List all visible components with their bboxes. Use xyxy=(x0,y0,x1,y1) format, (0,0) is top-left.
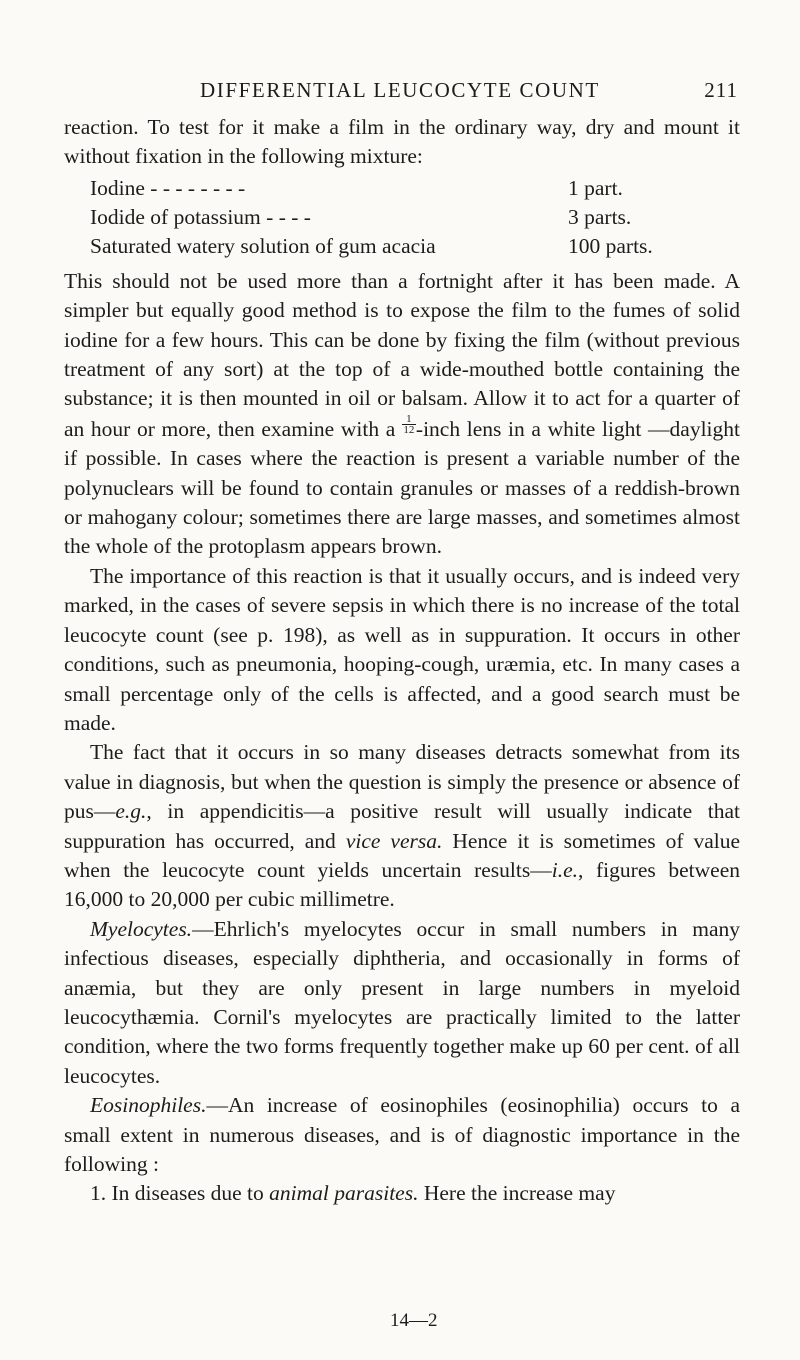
section-heading-eosinophiles: Eosinophiles. xyxy=(90,1093,207,1118)
signature-mark: 14—2 xyxy=(390,1310,438,1331)
paragraph-eosinophiles: Eosinophiles.—An increase of eosinophiles (eosinophilia) occurs to a small extent in numerous diseases, and is of diagnostic importance in the following : xyxy=(64,1093,740,1176)
recipe-amount: 1 part. xyxy=(568,175,623,200)
recipe-ingredient: Iodine - - - - - - - - xyxy=(90,175,246,200)
section-heading-myelocytes: Myelocytes. xyxy=(90,916,193,941)
recipe-ingredient: Iodide of potassium - - - - xyxy=(90,204,311,229)
iodine-mixture-recipe xyxy=(90,174,740,261)
page-header xyxy=(0,74,800,110)
paragraph-myelocytes: Myelocytes.—Ehrlich's myelocytes occur in small numbers in many infectious diseases, especially diphtheria, and occasionally in forms of anæmia, but they are only present in large numbers in myeloid leucocythæmia. Cornil's myelocytes are practically limited to the latter condition, where the two forms frequently together make up 60 per cent. of all leucocytes. xyxy=(64,916,740,1088)
running-title: DIFFERENTIAL LEUCOCYTE COUNT xyxy=(200,78,600,102)
recipe-row xyxy=(90,174,740,203)
recipe-row xyxy=(90,203,740,232)
paragraph-1: reaction. To test for it make a film in the ordinary way, dry and mount it without fixation in the following mixture: xyxy=(64,115,740,169)
paragraph-2: This should not be used more than a fortnight after it has been made. A simpler but equally good method is to expose the film to the fumes of solid iodine for a few hours. This can be done by fixing the film (without previous treatment of any sort) at the top of a wide-mouthed bottle containing the substance; it is then mounted in oil or balsam. Allow it to act for a quarter of an hour or more, then examine with a $\frac{1}{12}$ -inch lens in a white light —daylight if possible. In cases where the reaction is present a variable number of the polynuclears will be found to contain granules or masses of a reddish-brown or mahogany colour; sometimes there are large masses, and sometimes almost the whole of the protoplasm appears brown. xyxy=(64,268,740,559)
recipe-amount: 3 parts. xyxy=(568,204,632,229)
fraction-one-twelfth: $\frac{1}{12}$ xyxy=(403,412,415,436)
recipe-amount: 100 parts. xyxy=(568,233,653,258)
list-item-1: 1. In diseases due to animal parasites. Here the increase may xyxy=(90,1181,616,1206)
paragraph-3: The importance of this reaction is that it usually occurs, and is indeed very marked, in the cases of severe sepsis in which there is no increase of the total leucocyte count (see p. 198), as well as in suppuration. It occurs in other conditions, such as pneumonia, hooping-cough, uræmia, etc. In many cases a small percentage only of the cells is affected, and a good search must be made. xyxy=(64,563,740,735)
recipe-row xyxy=(90,232,740,261)
paragraph-4: The fact that it occurs in so many diseases detracts somewhat from its value in diagnosis, but when the question is simply the presence or absence of pus—e.g., in appendicitis—a positive result will usually indicate that suppuration has occurred, and vice versa. Hence it is sometimes of value when the leucocyte count yields uncertain results—i.e., figures between 16,000 to 20,000 per cubic millimetre. xyxy=(64,740,741,912)
recipe-ingredient: Saturated watery solution of gum acacia xyxy=(90,233,436,258)
page-number: 211 xyxy=(704,78,738,102)
body-text xyxy=(64,113,740,1209)
